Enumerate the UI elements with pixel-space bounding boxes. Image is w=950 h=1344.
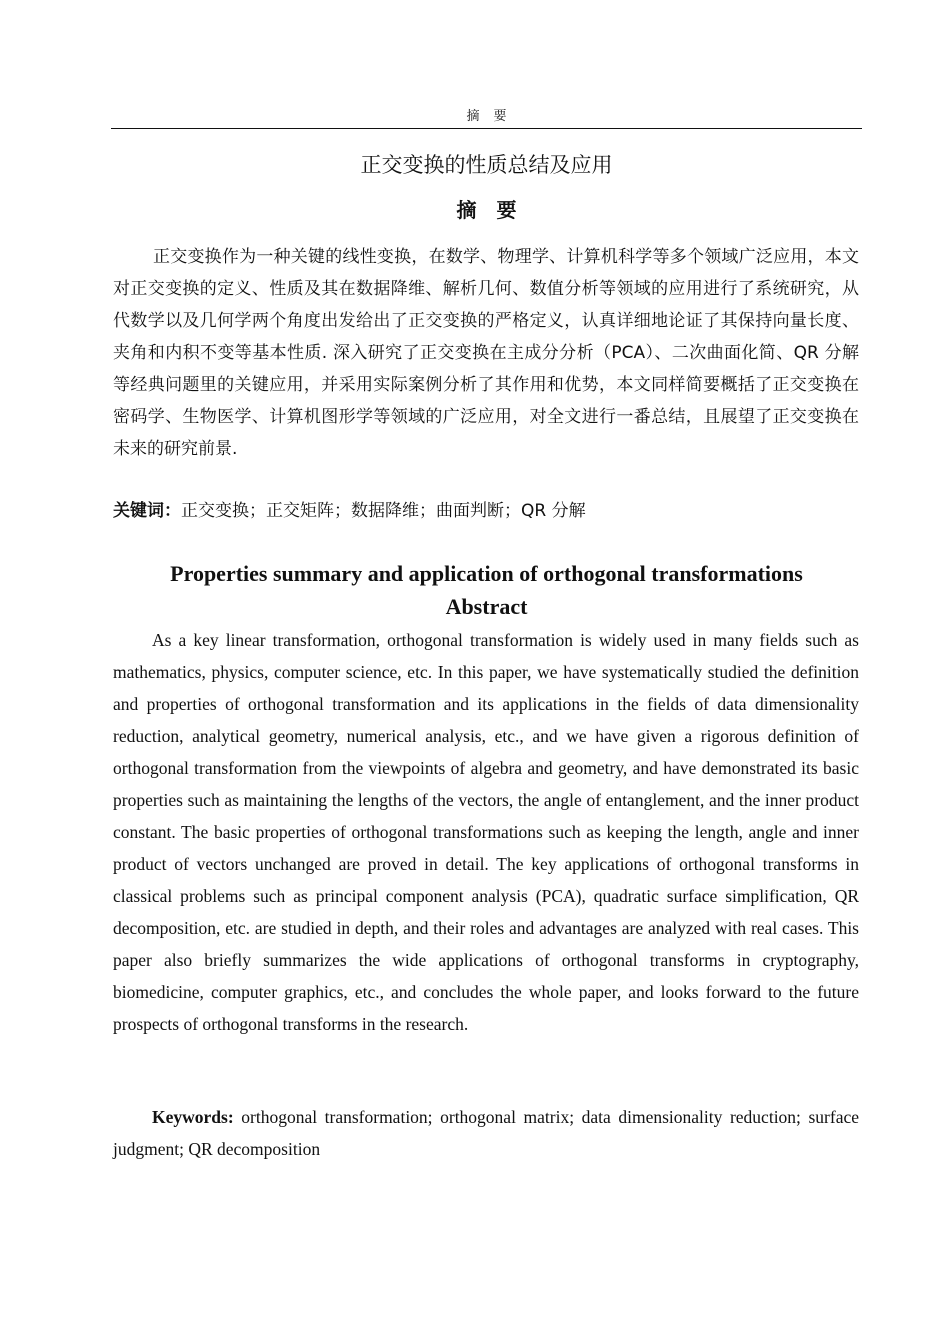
english-keywords [113, 1101, 859, 1165]
header-rule [111, 128, 862, 129]
english-abstract-body: As a key linear transformation, orthogonal transformation is widely used in many fields such as mathematics, physics, computer science, etc. In this paper, we have systematically studied the definition and properties of orthogonal transformation and its applications in the fields of data dimensionality reduction, analytical geometry, numerical analysis, etc., and we have given a rigorous definition of orthogonal transformation from the viewpoints of algebra and geometry, and have demonstrated its basic properties such as maintaining the lengths of the vectors, the angle of entanglement, and the inner product constant. The basic properties of orthogonal transformations such as keeping the length, angle and inner product of vectors unchanged are proved in detail. The key applications of orthogonal transforms in classical problems such as principal component analysis (PCA), quadratic surface simplification, QR decomposition, etc. are studied in depth, and their roles and advantages are analyzed with real cases. This paper also briefly summarizes the wide applications of orthogonal transforms in cryptography, biomedicine, computer graphics, etc., and concludes the whole paper, and looks forward to the future prospects of orthogonal transforms in the research. [113, 630, 859, 1034]
chinese-abstract-body: 正交变换作为一种关键的线性变换，在数学、物理学、计算机科学等多个领域广泛应用，本文对正交变换的定义、性质及其在数据降维、解析几何、数值分析等领域的应用进行了系统研究，从代数学以及几何学两个角度出发给出了正交变换的严格定义，认真详细地论证了其保持向量长度、夹角和内积不变等基本性质. 深入研究了正交变换在主成分分析（PCA）、二次曲面化简、QR 分解等经典问题里的关键应用，并采用实际案例分析了其作用和优势，本文同样简要概括了正交变换在密码学、生物医学、计算机图形学等领域的广泛应用，对全文进行一番总结，且展望了正交变换在未来的研究前景. [113, 247, 859, 459]
chinese-abstract-heading: 摘要 [456, 198, 537, 222]
chinese-title: 正交变换的性质总结及应用 [360, 153, 613, 177]
chinese-keywords-text: 正交变换；正交矩阵；数据降维；曲面判断；QR 分解 [181, 501, 586, 521]
english-abstract-heading: Abstract [445, 594, 528, 619]
running-header: 摘要 [466, 109, 521, 124]
english-keywords-label: Keywords: [152, 1107, 234, 1127]
english-title: Properties summary and application of orthogonal transformations [170, 561, 803, 586]
chinese-keywords-label: 关键词： [113, 501, 181, 521]
english-keywords-text: orthogonal transformation; orthogonal matrix; data dimensionality reduction; surface judgment; QR decomposition [113, 1107, 860, 1159]
chinese-keywords [113, 497, 859, 525]
